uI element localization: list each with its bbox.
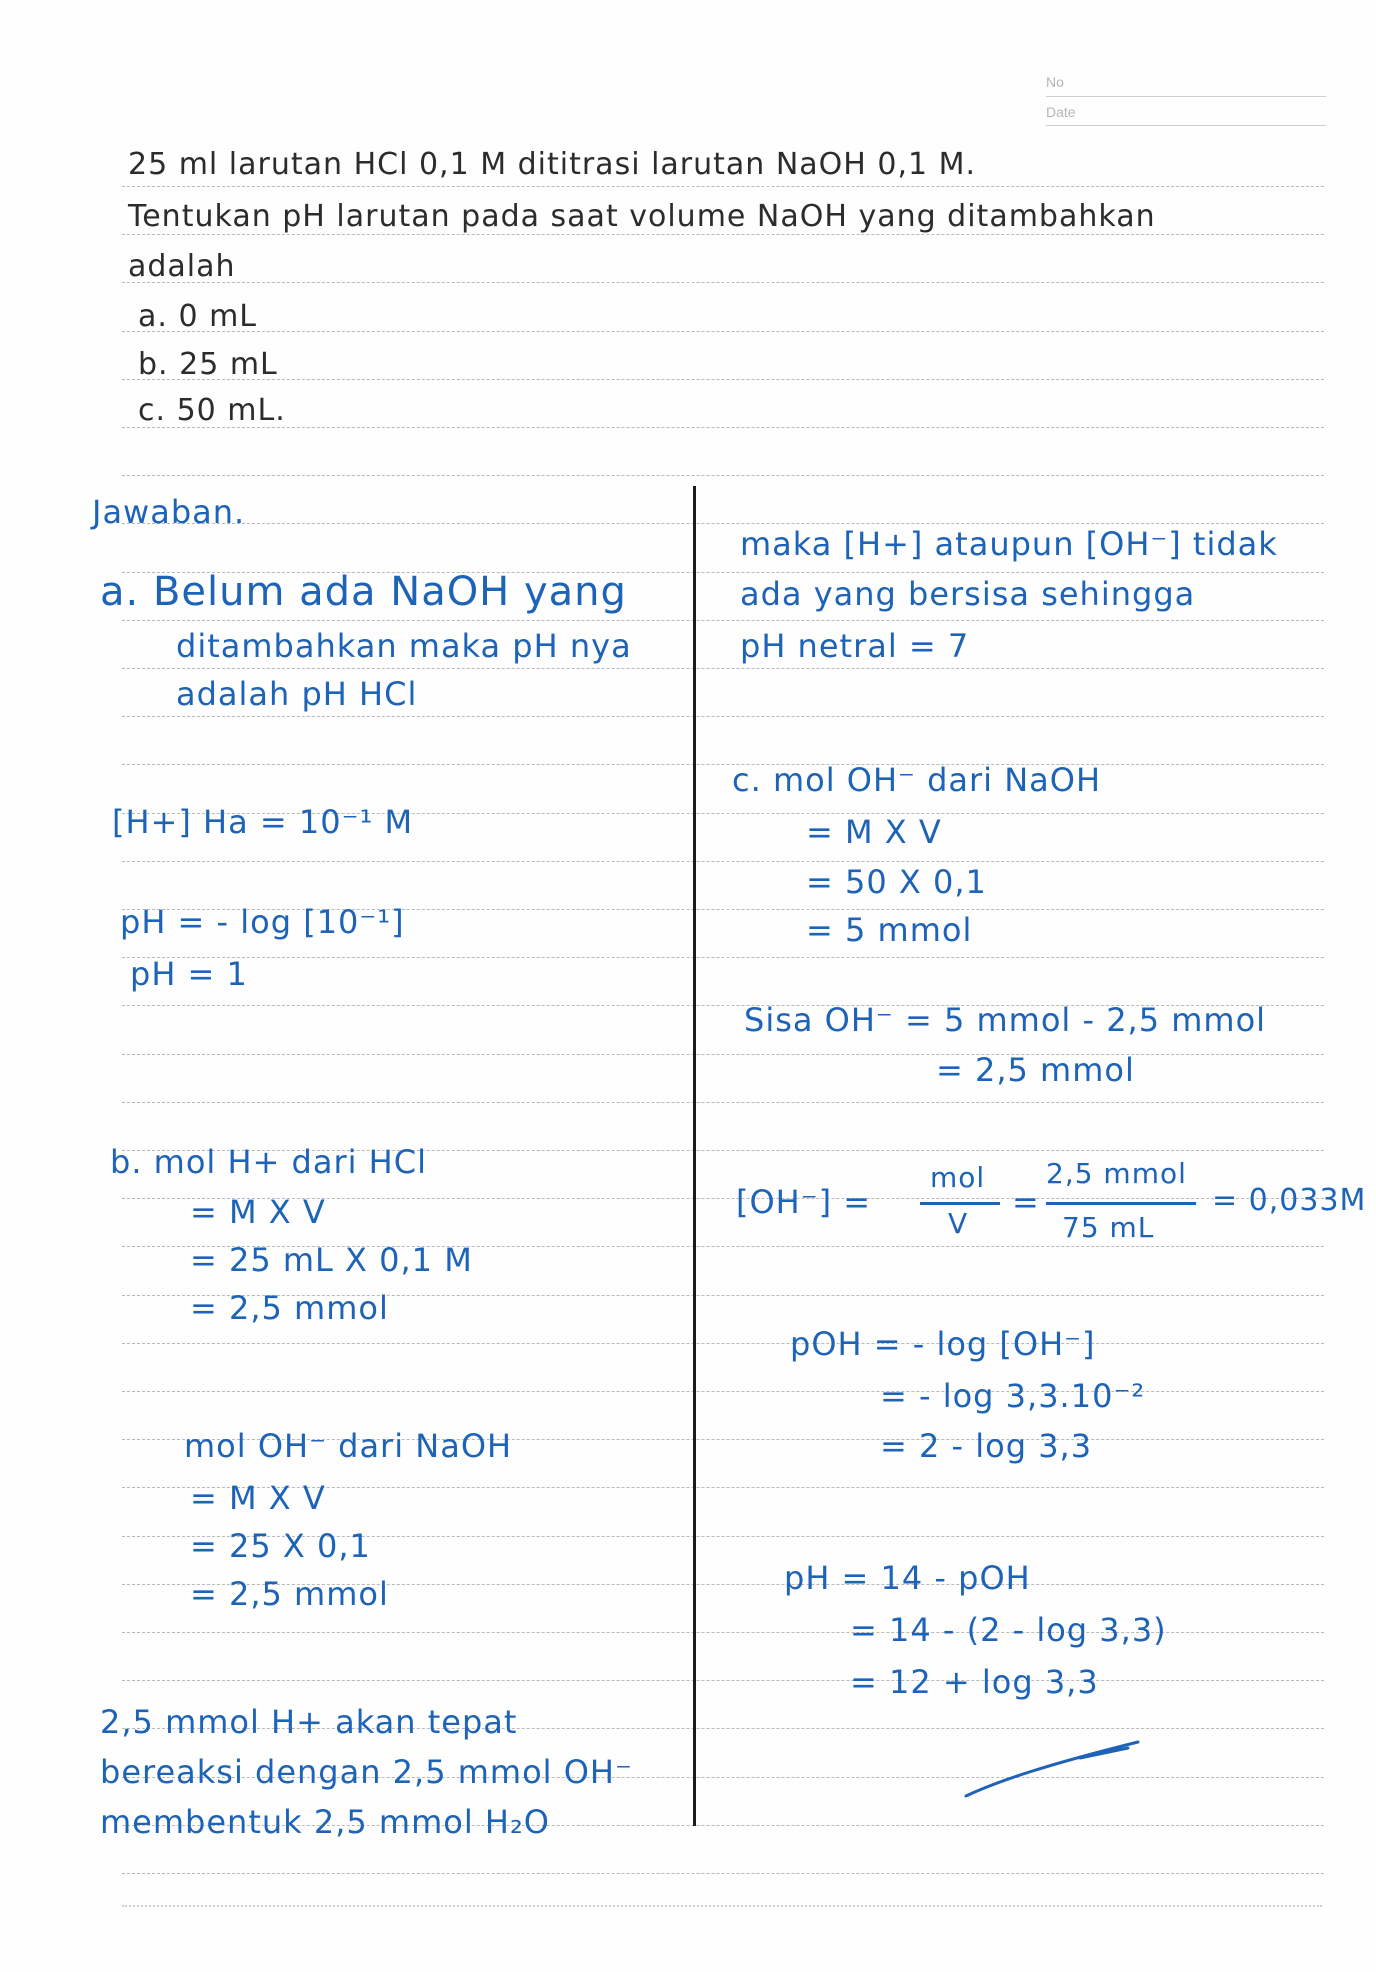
part-b-h-label: b. mol H+ dari HCl <box>110 1143 427 1181</box>
date-label: Date <box>1046 104 1076 120</box>
part-b-oh-step-1: = M X V <box>190 1479 326 1517</box>
ruled-line <box>122 475 1324 476</box>
ruled-line <box>122 620 1324 621</box>
question-option-a: a. 0 mL <box>138 299 258 334</box>
date-line <box>1046 125 1326 126</box>
ruled-line <box>122 1680 1324 1681</box>
ruled-line <box>122 1343 1324 1344</box>
fraction-mmol-over-ml <box>1046 1157 1206 1260</box>
part-b-continuation-1: maka [H+] ataupun [OH⁻] tidak <box>740 525 1278 563</box>
fraction-1-bar <box>920 1202 1000 1205</box>
question-line-3: adalah <box>128 249 236 284</box>
part-c-poh-1: pOH = - log [OH⁻] <box>790 1325 1096 1363</box>
part-b-continuation-2: ada yang bersisa sehingga <box>740 575 1196 613</box>
part-c-step-2: = 50 X 0,1 <box>806 863 987 901</box>
part-c-poh-2: = - log 3,3.10⁻² <box>880 1377 1146 1415</box>
part-a-line-1: a. Belum ada NaOH yang <box>100 569 627 615</box>
part-b-reaction-1: 2,5 mmol H+ akan tepat <box>100 1703 518 1741</box>
ruled-line <box>122 331 1324 332</box>
ruled-line <box>122 1054 1324 1055</box>
part-c-ph-3: = 12 + log 3,3 <box>850 1663 1099 1701</box>
part-c-ph-1: pH = 14 - pOH <box>784 1559 1031 1597</box>
fraction-2-bar <box>1046 1202 1196 1205</box>
part-b-oh-step-3: = 2,5 mmol <box>190 1575 389 1613</box>
part-c-poh-3: = 2 - log 3,3 <box>880 1427 1093 1465</box>
part-b-continuation-3: pH netral = 7 <box>740 627 970 665</box>
no-line <box>1046 96 1326 97</box>
question-option-b: b. 25 mL <box>138 347 278 382</box>
part-b-oh-step-2: = 25 X 0,1 <box>190 1527 371 1565</box>
part-c-ph-2: = 14 - (2 - log 3,3) <box>850 1611 1167 1649</box>
part-c-oh-concentration-label: [OH⁻] = <box>736 1183 872 1221</box>
part-c-step-3: = 5 mmol <box>806 911 973 949</box>
part-b-reaction-3: membentuk 2,5 mmol H₂O <box>100 1803 550 1841</box>
part-b-reaction-2: bereaksi dengan 2,5 mmol OH⁻ <box>100 1753 633 1791</box>
answer-heading: Jawaban. <box>92 493 246 531</box>
part-c-remaining-oh-result: = 2,5 mmol <box>936 1051 1135 1089</box>
part-a-h-concentration: [H+] Ha = 10⁻¹ M <box>112 803 414 841</box>
ruled-line <box>122 668 1324 669</box>
question-option-c: c. 50 mL. <box>138 393 286 428</box>
question-line-2: Tentukan pH larutan pada saat volume NaOH yang ditambahkan <box>128 199 1156 234</box>
oh-concentration-result: = 0,033M <box>1212 1183 1367 1218</box>
ruled-line <box>122 234 1324 235</box>
part-b-h-step-3: = 2,5 mmol <box>190 1289 389 1327</box>
part-a-line-3: adalah pH HCl <box>176 675 418 713</box>
bottom-dotted-line <box>122 1905 1322 1907</box>
column-divider <box>693 486 696 1826</box>
fraction-1-denominator: V <box>948 1207 969 1240</box>
ruled-line <box>122 379 1324 380</box>
part-a-ph-formula: pH = - log [10⁻¹] <box>120 903 405 941</box>
ruled-line <box>122 427 1324 428</box>
ruled-line <box>122 764 1324 765</box>
part-b-h-step-1: = M X V <box>190 1193 326 1231</box>
fraction-1-numerator: mol <box>930 1161 986 1194</box>
part-a-ph-result: pH = 1 <box>130 955 248 993</box>
part-c-label: c. mol OH⁻ dari NaOH <box>732 761 1101 799</box>
equals-sign: = <box>1012 1183 1040 1221</box>
pen-flourish <box>960 1730 1150 1810</box>
ruled-line <box>122 186 1324 187</box>
fraction-2-numerator: 2,5 mmol <box>1046 1157 1187 1190</box>
ruled-line <box>122 861 1324 862</box>
no-label: No <box>1046 74 1064 90</box>
ruled-line <box>122 716 1324 717</box>
question-line-1: 25 ml larutan HCl 0,1 M dititrasi larutan NaOH 0,1 M. <box>128 147 977 182</box>
part-c-remaining-oh: Sisa OH⁻ = 5 mmol - 2,5 mmol <box>744 1001 1267 1039</box>
fraction-2-denominator: 75 mL <box>1062 1211 1155 1244</box>
part-c-step-1: = M X V <box>806 813 942 851</box>
ruled-line <box>122 957 1324 958</box>
part-b-oh-label: mol OH⁻ dari NaOH <box>184 1427 513 1465</box>
ruled-line <box>122 1873 1324 1874</box>
ruled-line <box>122 282 1324 283</box>
ruled-line <box>122 1102 1324 1103</box>
fraction-mol-over-v <box>920 1161 1006 1254</box>
part-a-line-2: ditambahkan maka pH nya <box>176 627 632 665</box>
part-b-h-step-2: = 25 mL X 0,1 M <box>190 1241 473 1279</box>
